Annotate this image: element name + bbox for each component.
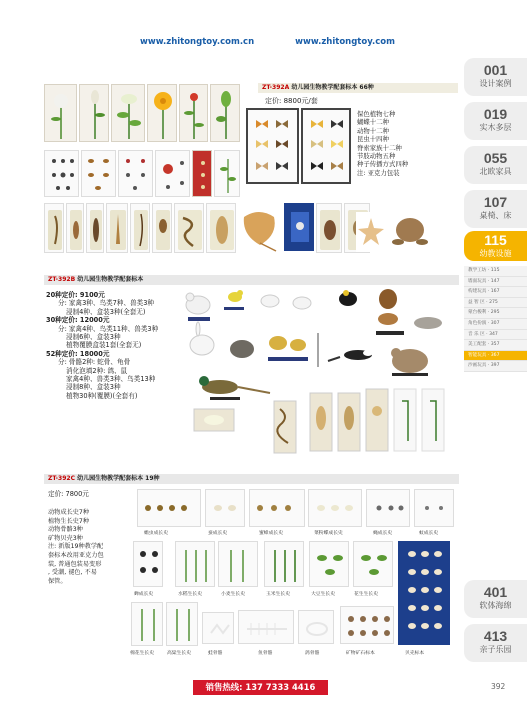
chapter-tab-001[interactable] (464, 58, 527, 96)
chapter-label: 桌椅、床 (479, 211, 512, 220)
content-line: 动物十二种 (357, 126, 389, 135)
jar-1 (44, 203, 64, 253)
specimen-c3 (249, 489, 305, 527)
jar-7 (316, 203, 342, 253)
chapter-label: 北欧家具 (479, 167, 512, 176)
content-line: 注: 新版19种教学配 (48, 543, 104, 551)
caption: 蛙骨骼 (208, 651, 223, 656)
chapter-num: 055 (483, 150, 508, 166)
url-left[interactable]: www.zhitongtoy.com.cn (140, 37, 255, 47)
insect-box-3 (118, 150, 153, 197)
url-right[interactable]: www.zhitongtoy.com (295, 37, 395, 47)
caption: 水稻生长史 (178, 592, 202, 597)
section-a-title-text: 幼儿园生物教学配套标本 66种 (291, 84, 374, 91)
section-c-contents (48, 509, 104, 586)
caption: 大豆生长史 (311, 592, 335, 597)
specimen-plant-1 (44, 84, 77, 142)
caption: 蝉成长史 (134, 592, 154, 597)
specimen-c1 (137, 489, 201, 527)
caption: 鱼骨骼 (258, 651, 273, 656)
chapter-label: 亲子乐园 (479, 645, 512, 654)
tier-line: 分: 家禽4种、鸟类11种、兽类3种 (58, 324, 159, 333)
content-line: 矿物贝壳3种 (48, 534, 83, 542)
specimen-c16 (238, 610, 294, 644)
caption: 高粱生长史 (167, 651, 191, 656)
specimen-plant-2 (79, 84, 109, 142)
chapter-label: 幼教设施 (479, 249, 512, 258)
sub-chapter-item[interactable]: 沙画玩具 · 397 (464, 361, 527, 372)
specimen-c14 (166, 602, 198, 646)
content-line: 动物骨骼3种 (48, 526, 83, 534)
section-b-code: ZT-392B (48, 276, 76, 283)
caption: 鸽骨骼 (305, 651, 320, 656)
jar-5 (130, 203, 150, 253)
chapter-num: 413 (483, 628, 508, 644)
caption: 蚊成长史 (419, 531, 439, 536)
specimen-plant-6 (210, 84, 240, 142)
chapter-tab-107[interactable] (464, 190, 527, 228)
section-a-code: ZT-392A (262, 84, 290, 91)
specimen-c4 (308, 489, 362, 527)
caption: 玉米生长史 (266, 592, 290, 597)
content-line: 动物成长史7种 (48, 509, 90, 516)
insect-box-4 (155, 150, 190, 197)
specimen-shells-box (398, 541, 450, 645)
content-line: , 受潮, 褪色, 不易 (48, 569, 97, 577)
price-tier-30: 30种定价: 12000元 (46, 316, 110, 325)
tier-line: 分: 骨骼2种: 蛇骨、龟骨 (58, 358, 131, 367)
insect-box-2 (81, 150, 116, 197)
tier-line: 植物30种(覆膜)(全套有) (66, 391, 138, 400)
caption: 贝壳标本 (405, 651, 425, 656)
section-b-title-text: 幼儿园生物教学配套标本 (77, 276, 144, 283)
specimen-c17 (298, 610, 334, 644)
chapter-tab-413[interactable] (464, 624, 527, 662)
caption: 蟾虫成长史 (144, 531, 168, 536)
sales-hotline[interactable]: 销售热线: 137 7333 4416 (193, 680, 328, 695)
jar-3 (86, 203, 104, 253)
content-line: 种子传播方式四种 (357, 160, 409, 169)
page-number: 392 (491, 682, 506, 691)
specimen-c8 (175, 541, 215, 587)
tier-line: 浸制8种、盒装3种 (66, 383, 121, 392)
jar-snake (174, 203, 204, 253)
section-c-code: ZT-392C (48, 475, 75, 482)
caption: 蝇成长史 (373, 531, 393, 536)
caption: 小麦生长史 (221, 592, 245, 597)
chapter-label: 软体海绵 (479, 601, 512, 610)
butterfly-board-1 (246, 108, 299, 184)
specimen-c2 (205, 489, 245, 527)
content-line: 套标本改用亚克力包 (48, 551, 104, 559)
caption: 蚕成长史 (208, 531, 228, 536)
section-a-contents (357, 110, 408, 177)
chapter-num: 107 (483, 194, 508, 210)
section-c-title (44, 474, 459, 484)
specimen-c13 (131, 602, 163, 646)
section-a-price: 定价: 8800元/套 (265, 97, 318, 105)
specimen-c5 (366, 489, 410, 527)
sub-chapter-item[interactable]: 音 乐 区 · 347 (464, 330, 527, 341)
specimen-c11 (309, 541, 349, 587)
specimen-c18 (340, 606, 394, 644)
tier-line: 消化泡填2种: 鸽、鼠 (66, 366, 128, 375)
sub-chapter-item[interactable]: 教学工坊 · 115 (464, 266, 527, 277)
sub-chapter-item[interactable]: 墙面玩具 · 147 (464, 277, 527, 288)
specimen-c9 (218, 541, 258, 587)
starfish (356, 212, 386, 252)
chapter-num: 401 (483, 584, 508, 600)
section-c-price: 定价: 7800元 (48, 490, 89, 498)
specimen-c7 (133, 541, 163, 587)
content-line: 蝴蝶十二种 (357, 118, 389, 127)
caption: 花生生长史 (354, 592, 378, 597)
insect-box-5 (192, 150, 212, 197)
ray-specimen (238, 203, 280, 253)
specimen-plant-3 (111, 84, 145, 142)
sub-chapter-item[interactable]: 美工配套 · 357 (464, 340, 527, 351)
chapter-sidebar (464, 58, 527, 658)
price-tier-20: 20种定价: 9100元 (46, 291, 105, 299)
content-line: 保色植物七种 (357, 110, 396, 118)
sub-chapter-list (464, 266, 527, 372)
specimen-plant-5 (179, 84, 208, 142)
sub-chapter-item[interactable]: 角色扮演 · 307 (464, 319, 527, 330)
sub-chapter-item[interactable]: 益 智 区 · 275 (464, 298, 527, 309)
chapter-tab-019[interactable] (464, 102, 527, 140)
content-line: 装, 普通包装易变形 (48, 560, 102, 568)
tier-line: 浸制4种、盒装3种(全套无) (66, 307, 146, 316)
site-urls (140, 37, 433, 47)
chapter-num: 019 (483, 106, 508, 122)
caption: 矿物矿石标本 (346, 651, 375, 656)
content-line: 昆虫十四种 (357, 135, 389, 144)
sub-chapter-item[interactable]: 构建玩具 · 167 (464, 287, 527, 298)
jar-fish (206, 203, 236, 253)
section-c-title-text: 幼儿园生物教学配套标本 19种 (77, 475, 160, 482)
specimen-c15 (202, 612, 234, 644)
content-line: 植物生长史7种 (48, 517, 90, 525)
chapter-num: 115 (484, 232, 507, 248)
caption: 蜜蜂成长史 (259, 531, 283, 536)
chapter-num: 001 (483, 62, 508, 78)
jar-4 (106, 203, 128, 253)
insect-box-1 (44, 150, 79, 197)
content-line: 保管。 (48, 577, 67, 585)
jar-2 (66, 203, 84, 253)
blue-box (284, 203, 314, 251)
content-line: 脊索家族十二种 (357, 143, 402, 152)
specimen-c12 (353, 541, 393, 587)
tier-line: 家禽4种、兽类3种、鸟类13种 (66, 375, 156, 384)
section-b-pricing (46, 291, 186, 400)
content-line: 注: 亚克力包装 (357, 168, 400, 177)
butterfly-board-2 (301, 108, 351, 184)
caption: 菜粉蝶成长史 (314, 531, 343, 536)
jar-6 (152, 203, 172, 253)
tier-line: 植物覆膜盒装1套(全套无) (66, 341, 142, 350)
sub-chapter-item-active[interactable]: 智能玩具 · 367 (464, 351, 527, 362)
chapter-label: 实木多层 (479, 123, 512, 132)
chapter-tab-115-active[interactable] (464, 231, 527, 261)
caption: 棉花生长史 (130, 651, 154, 656)
content-line: 节肢动物五种 (357, 152, 396, 161)
tier-line: 分: 家禽3种、鸟类7种、兽类3种 (58, 299, 155, 308)
chapter-label: 设计案例 (479, 79, 512, 88)
specimen-plant-4 (147, 84, 177, 142)
animal-specimens-illustration (180, 283, 458, 458)
specimen-c6 (414, 489, 454, 527)
chapter-tab-055[interactable] (464, 146, 527, 184)
frog-specimen (390, 206, 430, 252)
section-a-title (258, 83, 458, 93)
specimen-c10 (264, 541, 304, 587)
tier-line: 浸制6种、盒装3种 (66, 333, 121, 342)
price-tier-52: 52种定价: 18000元 (46, 349, 110, 358)
chapter-tab-401[interactable] (464, 580, 527, 618)
plant-box-1 (214, 150, 240, 197)
sub-chapter-item[interactable]: 蒙台梭利 · 295 (464, 308, 527, 319)
